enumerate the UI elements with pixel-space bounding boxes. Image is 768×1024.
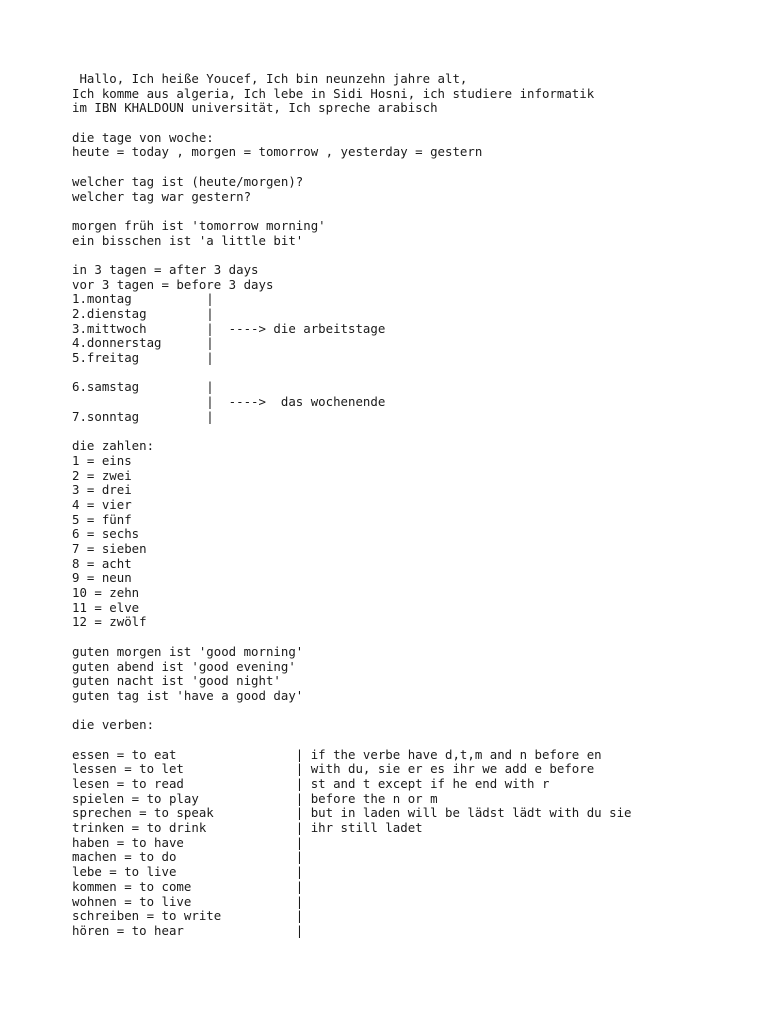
- text-line: essen = to eat | if the verbe have d,t,m and n before en: [72, 746, 602, 762]
- text-line: [72, 704, 632, 719]
- document-text: [72, 72, 632, 939]
- text-line: 1 = eins: [72, 452, 132, 468]
- text-line: guten abend ist 'good evening': [72, 658, 296, 674]
- text-line: lessen = to let | with du, sie er es ihr we add e before: [72, 761, 595, 777]
- text-line: [72, 160, 632, 175]
- text-line: vor 3 tagen = before 3 days: [72, 276, 274, 292]
- text-line: 12 = zwölf: [72, 614, 147, 630]
- text-line: 7 = sieben: [72, 541, 147, 556]
- text-line: 2 = zwei: [72, 467, 132, 483]
- text-line: machen = to do |: [72, 849, 304, 865]
- text-line: 11 = elve: [72, 599, 140, 615]
- text-line: [72, 733, 632, 748]
- text-line: kommen = to come |: [72, 878, 304, 894]
- text-line: [72, 630, 632, 645]
- text-line: sprechen = to speak | but in laden will be lädst lädt with du sie: [72, 805, 632, 821]
- text-line: 2.dienstag |: [72, 306, 214, 321]
- text-line: welcher tag ist (heute/morgen)?: [72, 173, 304, 189]
- text-line: ein bisschen ist 'a little bit': [72, 232, 304, 248]
- text-line: lebe = to live |: [72, 864, 304, 880]
- text-line: 1.montag |: [72, 291, 214, 307]
- text-line: spielen = to play | before the n or m: [72, 790, 438, 806]
- text-line: guten nacht ist 'good night': [72, 673, 281, 689]
- text-line: trinken = to drink | ihr still ladet: [72, 820, 423, 836]
- text-line: [72, 248, 632, 263]
- text-line: die tage von woche:: [72, 129, 214, 145]
- text-line: guten tag ist 'have a good day': [72, 687, 304, 703]
- text-line: 7.sonntag |: [72, 408, 214, 424]
- text-line: heute = today , morgen = tomorrow , yesterday = gestern: [72, 144, 483, 160]
- text-line: welcher tag war gestern?: [72, 188, 252, 204]
- text-line: hören = to hear |: [72, 922, 304, 938]
- text-line: [72, 116, 632, 131]
- text-line: im IBN KHALDOUN universität, Ich spreche arabisch: [72, 100, 438, 116]
- text-line: 4.donnerstag |: [72, 335, 214, 351]
- text-line: 9 = neun: [72, 570, 132, 586]
- text-line: in 3 tagen = after 3 days: [72, 261, 259, 277]
- text-line: 8 = acht: [72, 555, 132, 571]
- text-line: 6.samstag |: [72, 379, 214, 395]
- text-line: lesen = to read | st and t except if he end with r: [72, 776, 550, 791]
- text-line: 3 = drei: [72, 482, 132, 498]
- text-line: [72, 425, 632, 440]
- text-line: 5 = fünf: [72, 511, 132, 527]
- text-line: 4 = vier: [72, 496, 132, 512]
- text-line: 5.freitag |: [72, 350, 214, 366]
- text-line: die zahlen:: [72, 438, 155, 454]
- text-line: guten morgen ist 'good morning': [72, 643, 304, 659]
- text-line: wohnen = to live |: [72, 893, 304, 909]
- text-line: Hallo, Ich heiße Youcef, Ich bin neunzehn jahre alt,: [72, 71, 468, 86]
- text-line: morgen früh ist 'tomorrow morning': [72, 217, 326, 233]
- text-line: 3.mittwoch | ----> die arbeitstage: [72, 320, 386, 336]
- text-line: [72, 366, 632, 381]
- text-line: 10 = zehn: [72, 585, 140, 601]
- text-line: schreiben = to write |: [72, 908, 304, 924]
- text-line: [72, 204, 632, 219]
- text-line: 6 = sechs: [72, 526, 140, 542]
- text-line: | ----> das wochenende: [72, 394, 386, 410]
- text-line: die verben:: [72, 717, 155, 733]
- text-line: Ich komme aus algeria, Ich lebe in Sidi Hosni, ich studiere informatik: [72, 85, 595, 101]
- text-line: haben = to have |: [72, 834, 304, 850]
